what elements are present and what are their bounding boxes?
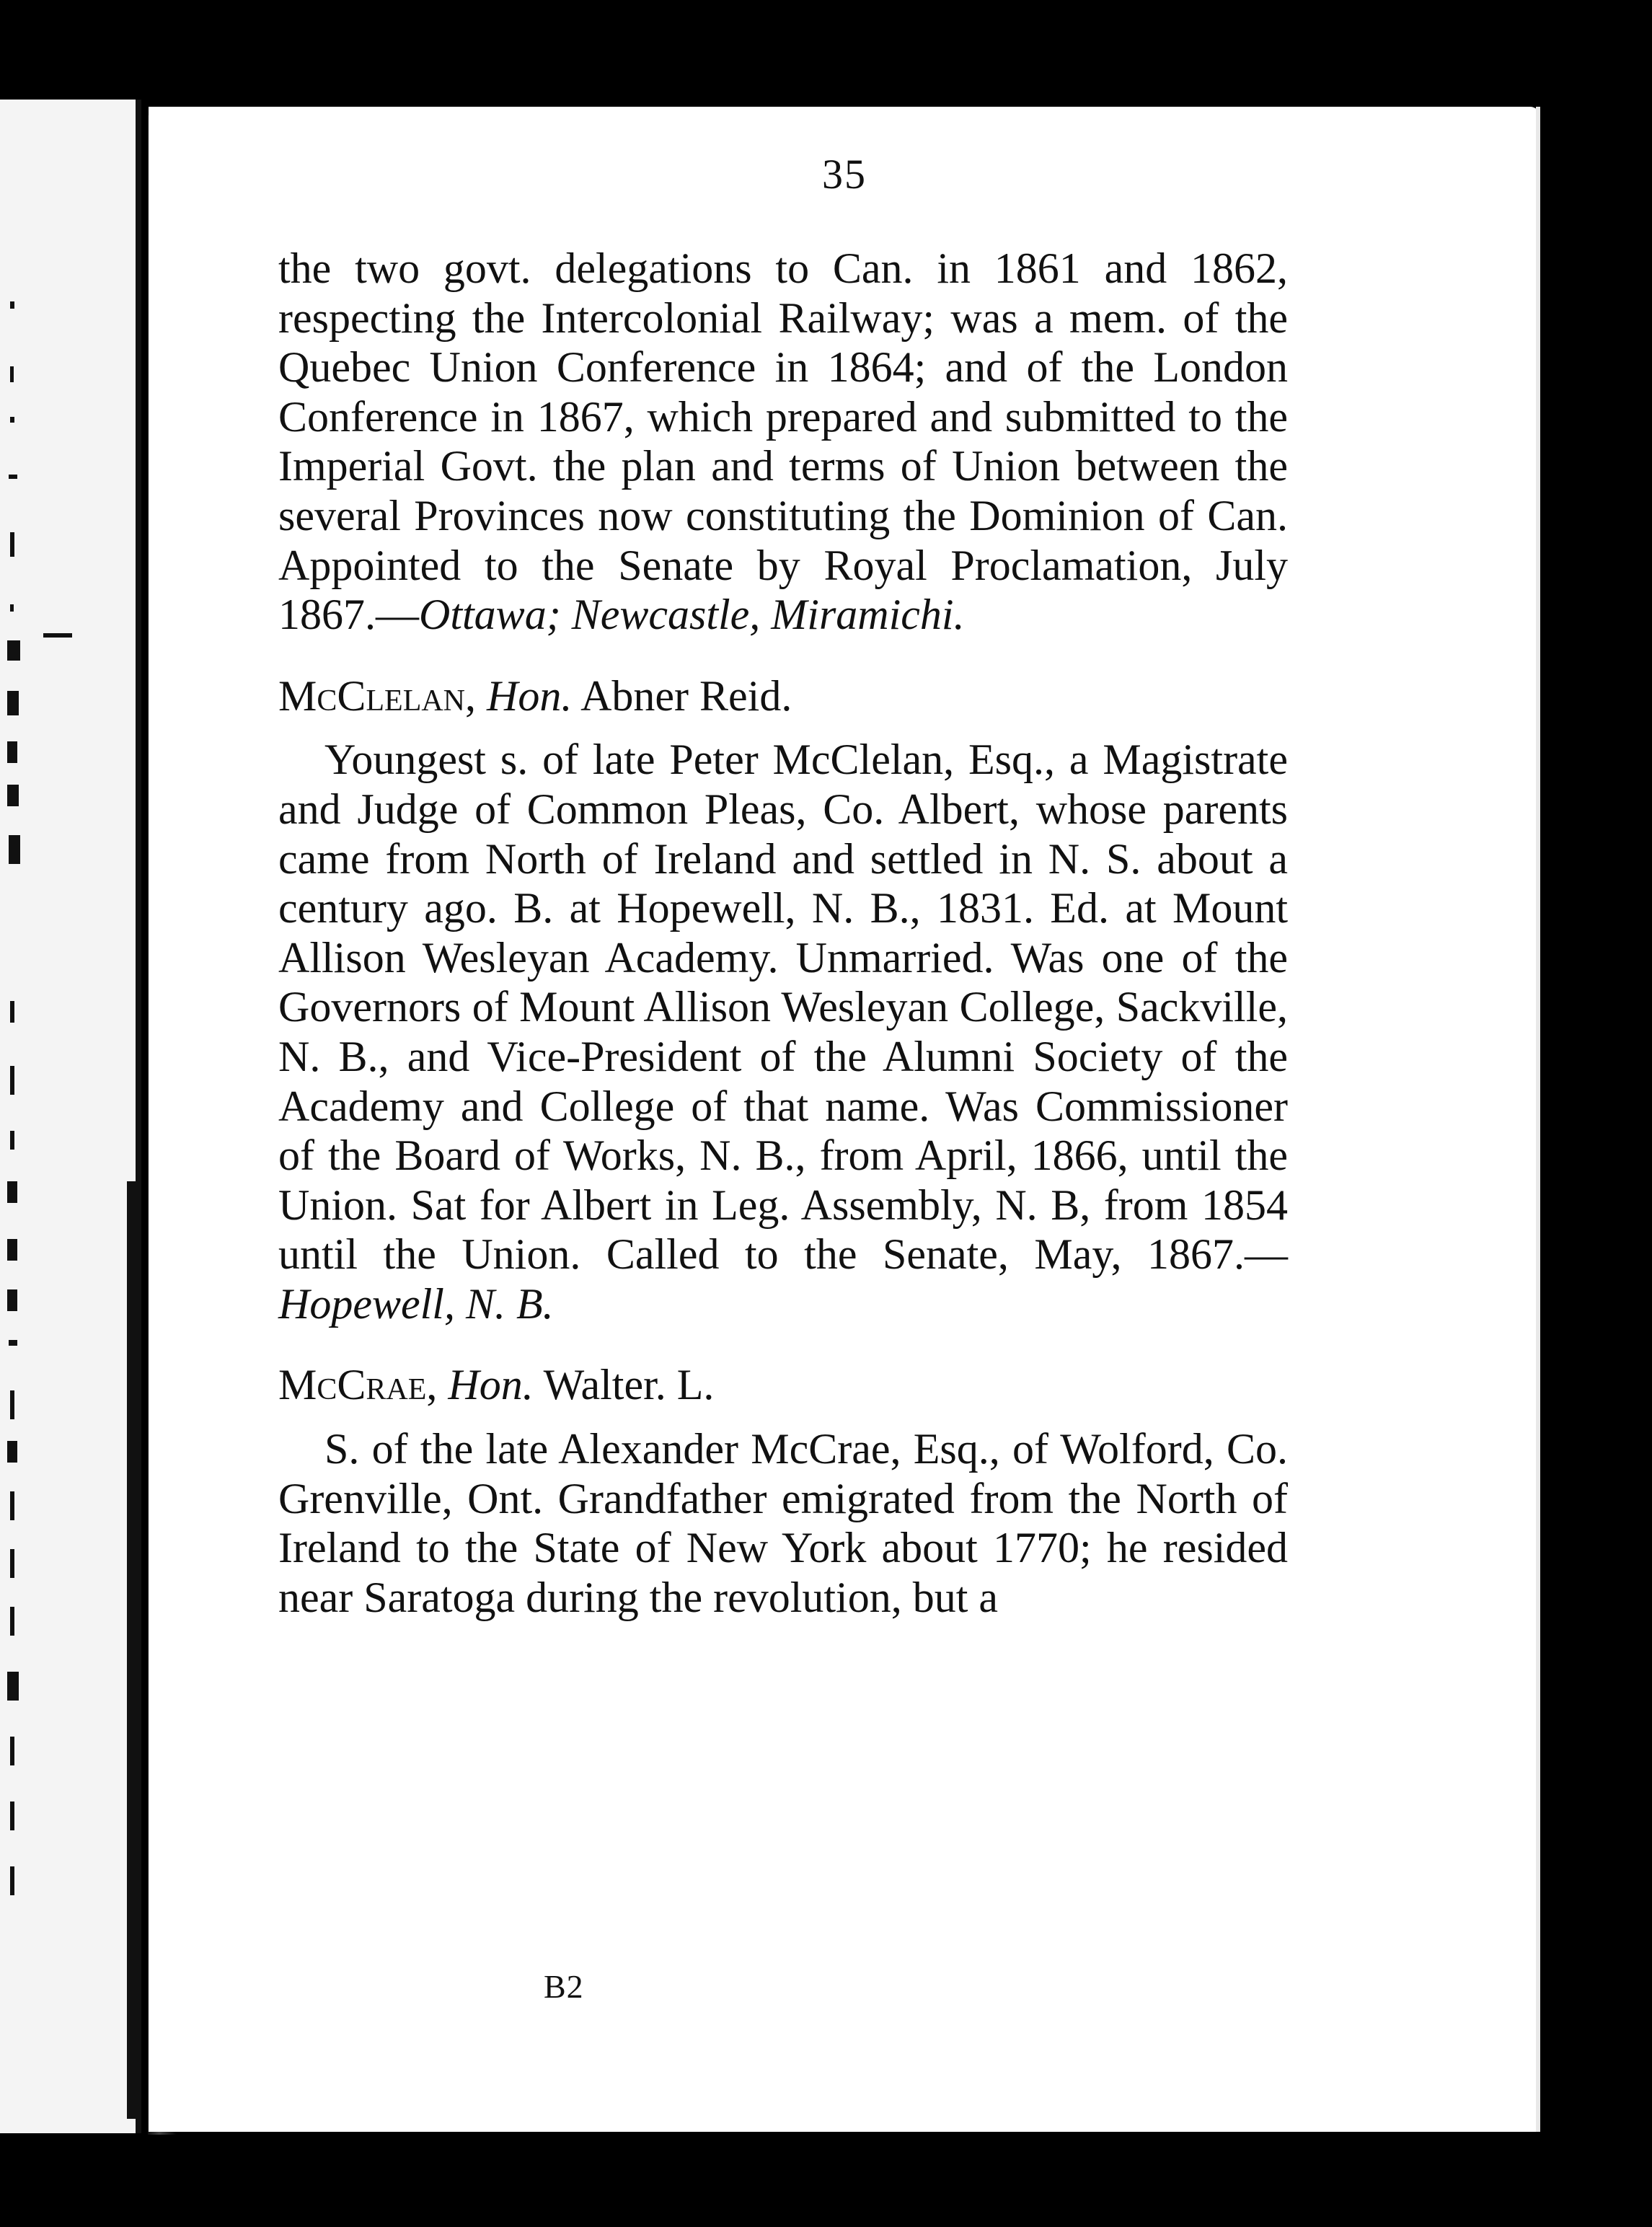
entry-given-name: Walter. L. xyxy=(543,1361,715,1409)
entry-heading-mccrae: McCrae, Hon. Walter. L. xyxy=(278,1361,715,1409)
facing-page-margin-marks xyxy=(0,100,136,2133)
facing-page-strip xyxy=(0,100,141,2133)
printer-signature-mark: B2 xyxy=(544,1968,584,2005)
book-page xyxy=(149,107,1540,2132)
entry-heading-mcclelan: McClelan, Hon. Abner Reid. xyxy=(278,671,792,720)
page-number: 35 xyxy=(822,151,867,198)
entry-surname: McClelan xyxy=(278,671,466,720)
entry-residence: Hopewell, N. B. xyxy=(278,1279,554,1328)
entry-paragraph-text: S. of the late Alexander McCrae, Esq., of Wolford, Co. Grenville, Ont. Grandfather emigrated from the North of Ireland to the State of New York about 1770; he resided near Saratoga during the revolution, but a xyxy=(278,1425,1288,1621)
continued-paragraph-text: the two govt. delegations to Can. in 1861 and 1862, respecting the Intercolonial Railway; was a mem. of the Quebec Union Conference in 1864; and of the London Conference in 1867, which prepared and submitted to the Imperial Govt. the plan and terms of Union between the several Provinces now constituting the Dominion of Can. Appointed to the Senate by Royal Proclamation, July 1867.— xyxy=(278,244,1288,639)
entry-surname: McCrae xyxy=(278,1361,427,1409)
entry-paragraph-mccrae xyxy=(278,1424,1288,1622)
entry-honorific: Hon. xyxy=(487,671,573,720)
page-body xyxy=(278,244,1288,1622)
entry-honorific: Hon. xyxy=(448,1361,534,1409)
entry-paragraph-text: Youngest s. of late Peter McClelan, Esq., a Magistrate and Judge of Common Pleas, Co. Albert, whose parents came from North of Ireland and settled in N. S. about a century ago. B. at Hopewell, N. B., 1831. Ed. at Mount Allison Wesleyan Academy. Unmarried. Was one of the Governors of Mount Allison Wesleyan College, Sackville, N. B., and Vice-President of the Alumni Society of the Academy and College of that name. Was Commissioner of the Board of Works, N. B., from April, 1866, until the Union. Sat for Albert in Leg. Assembly, N. B, from 1854 until the Union. Called to the Senate, May, 1867.— xyxy=(278,736,1288,1279)
continued-paragraph xyxy=(278,244,1288,640)
entry-given-name: Abner Reid. xyxy=(580,671,792,720)
continued-paragraph-residence: Ottawa; Newcastle, Miramichi. xyxy=(419,591,965,639)
page-right-edge xyxy=(1536,107,1540,2132)
entry-paragraph-mcclelan xyxy=(278,735,1288,1328)
